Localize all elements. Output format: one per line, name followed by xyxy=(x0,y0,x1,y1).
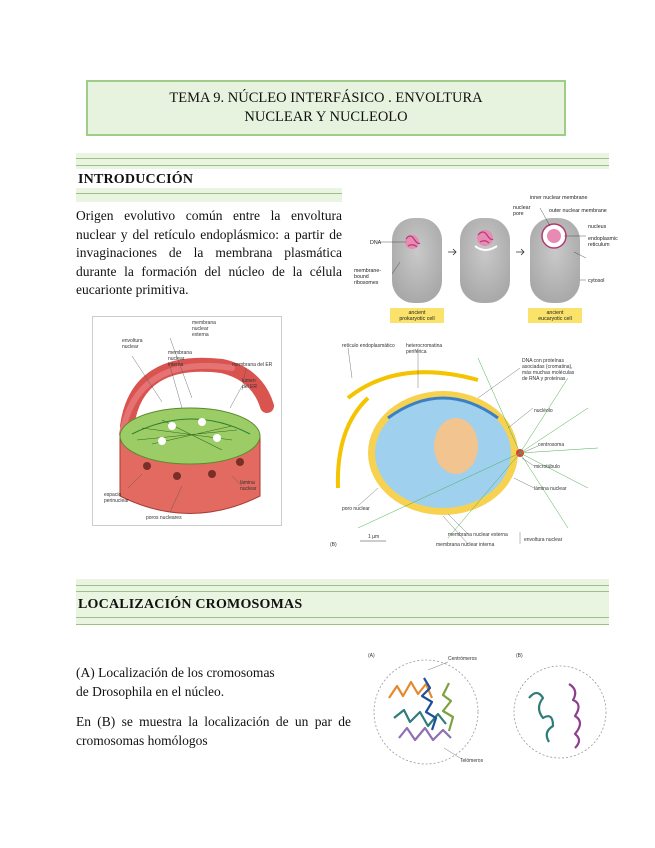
label-lumen: lumen del ER xyxy=(242,378,258,390)
divider xyxy=(76,165,609,166)
label-er: endoplasmic reticulum xyxy=(588,236,618,248)
divider xyxy=(76,158,609,159)
nucleus-diagram-figure xyxy=(328,338,635,553)
label-scale: 1 µm xyxy=(368,534,380,540)
label-inner-membrane: inner nuclear membrane xyxy=(530,195,588,201)
label-ribosomes: membrane-bound ribosomes xyxy=(354,268,382,286)
nucleus-icon xyxy=(542,224,566,248)
divider xyxy=(76,591,609,592)
label-lamina: lámina nuclear xyxy=(240,480,257,492)
label-poros: poros nucleares xyxy=(146,515,182,521)
label-centromeros: Centrómeros xyxy=(448,656,477,662)
title-line-1: TEMA 9. NÚCLEO INTERFÁSICO . ENVOLTURA xyxy=(169,90,483,106)
title-line-2: NUCLEAR Y NUCLEOLO xyxy=(244,109,408,125)
label-membrana-externa: membrana nuclear externa xyxy=(192,320,216,338)
label-membrana-externa: membrana nuclear externa xyxy=(448,532,508,538)
nuclear-envelope-figure xyxy=(92,316,282,526)
localizacion-paragraph-1: (A) Localización de los cromosomas de Drosophila en el núcleo. xyxy=(76,665,275,699)
evolution-figure xyxy=(350,192,635,332)
label-heterocromatina: heterocromatina periférica xyxy=(406,343,443,355)
divider xyxy=(76,585,609,586)
label-dna: DNA con proteínas asociadas (cromatina), más muchas moléculas de RNA y proteínas xyxy=(522,358,575,382)
label-outer-membrane: outer nuclear membrane xyxy=(549,208,607,214)
label-prokaryotic: ancient prokaryotic cell xyxy=(399,310,435,322)
section-heading-introduccion: INTRODUCCIÓN xyxy=(78,172,194,187)
label-nuclear-pore: nuclear pore xyxy=(513,205,531,217)
label-membrana-interna: membrana nuclear interna xyxy=(436,542,495,548)
title-box xyxy=(86,80,566,136)
prokaryotic-cell xyxy=(392,218,442,303)
label-dna: DNA xyxy=(370,240,382,246)
divider xyxy=(76,617,609,618)
label-poro: poro nuclear xyxy=(342,506,370,512)
label-cytosol: cytosol xyxy=(588,278,605,284)
label-reticulo: retículo endoplasmático xyxy=(342,343,395,349)
nucleolus xyxy=(434,418,478,474)
label-nucleolo: nucléolo xyxy=(534,408,553,414)
arrow-icon xyxy=(448,249,456,255)
label-panel-a: (A) xyxy=(368,653,375,659)
section-heading-localizacion: LOCALIZACIÓN CROMOSOMAS xyxy=(78,597,303,612)
nucleus-b xyxy=(514,666,606,758)
label-telomeros: Telómeros xyxy=(460,758,484,764)
label-envoltura: envoltura nuclear xyxy=(524,537,563,543)
label-nucleus: nucleus xyxy=(588,224,607,230)
label-membrana-er: membrana del ER xyxy=(232,362,273,368)
label-envoltura: envoltura nuclear xyxy=(122,338,143,350)
label-eucaryotic: ancient eucaryotic cell xyxy=(538,310,572,322)
label-membrana-interna: membrana nuclear interna xyxy=(168,350,192,368)
label-centrosoma: centrosoma xyxy=(538,442,565,448)
intro-band xyxy=(76,153,609,169)
divider xyxy=(76,624,609,625)
divider xyxy=(76,193,342,194)
chromosome-figure xyxy=(364,648,614,768)
label-lamina: lámina nuclear xyxy=(534,486,567,492)
label-espacio: espacio perinuclear xyxy=(104,492,129,504)
label-panel-b: (B) xyxy=(330,542,337,548)
heading-underline-band xyxy=(76,188,342,202)
intro-paragraph: Origen evolutivo común entre la envoltura nuclear y del retículo endoplásmico: a partir de invaginaciones de la membrana plasmática durante la formación del núcleo de la célula eucarionte primitiva. xyxy=(76,208,342,298)
localizacion-paragraph-2: En (B) se muestra la localización de un par de cromosomas homólogos xyxy=(76,714,351,748)
label-microtubulo: microtúbulo xyxy=(534,464,560,470)
label-panel-b: (B) xyxy=(516,653,523,659)
arrow-icon xyxy=(516,249,524,255)
